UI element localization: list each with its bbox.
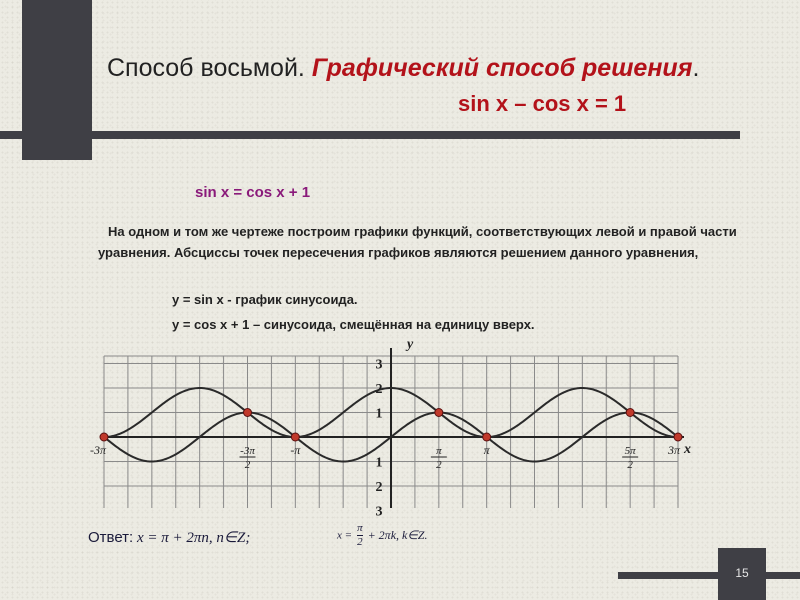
intersection-point [674, 433, 682, 441]
slide-title [107, 54, 699, 83]
intersection-point [244, 409, 252, 417]
x-tick-label: 5π [624, 445, 636, 457]
answer-2-numerator: π [357, 522, 363, 534]
y-tick-label: 3 [375, 357, 383, 373]
y-tick-label: 3 [375, 504, 383, 520]
intersection-point [626, 409, 634, 417]
title-dot: . [692, 54, 700, 82]
x-tick-label: 2 [627, 459, 633, 471]
x-tick-label: 2 [244, 459, 251, 471]
x-tick-label: 2 [436, 459, 442, 471]
x-tick-label: π [436, 445, 442, 457]
slide-number: 15 [735, 566, 749, 580]
answer-1 [88, 528, 250, 547]
answer-2-prefix: x = [337, 529, 353, 542]
decor-line-bottom [618, 572, 800, 579]
intersection-point [483, 433, 491, 441]
graph-axes [102, 348, 684, 508]
function-graph [66, 336, 706, 520]
title-part2: Графический способ решения [311, 54, 693, 82]
x-tick-label: -3π [89, 443, 107, 457]
answer-label: Ответ: [88, 529, 134, 546]
intersection-point [435, 409, 443, 417]
y-tick-label: 2 [375, 382, 383, 397]
x-axis-label: x [684, 442, 691, 457]
answer-2-denominator: 2 [357, 536, 363, 548]
decor-line-top [0, 131, 740, 139]
x-tick-label: 3π [667, 443, 681, 457]
answer-1-text: x = π + 2πn, n∈Z; [136, 530, 251, 546]
description-paragraph [98, 221, 738, 263]
cos-description: y = cos x + 1 – синусоида, смещённая на единицу вверх. [172, 317, 535, 332]
answer-2 [337, 522, 427, 549]
y-tick-label: 1 [375, 455, 383, 471]
description-text: На одном и том же чертеже построим графики функций, соответствующих левой и правой части уравнения. Абсциссы точек пересечения графиков являются решением данного уравнения, [98, 224, 737, 260]
title-equation: sin x – cos x = 1 [458, 91, 627, 116]
y-axis-label: y [407, 337, 414, 352]
x-tick-label: π [483, 443, 490, 457]
intersection-point [291, 433, 299, 441]
title-part1: Способ восьмой. [107, 54, 305, 82]
answer-2-fraction [357, 522, 363, 549]
answer-2-suffix: + 2πk, k∈Z. [367, 528, 428, 542]
intersection-point [100, 433, 108, 441]
rewritten-equation: sin x = cos x + 1 [195, 184, 311, 201]
sin-description: y = sin x - график синусоида. [172, 292, 358, 307]
y-tick-label: 2 [375, 480, 383, 495]
x-tick-label: -π [290, 443, 301, 457]
y-tick-label: 1 [375, 406, 383, 422]
x-tick-label: -3π [240, 445, 255, 457]
